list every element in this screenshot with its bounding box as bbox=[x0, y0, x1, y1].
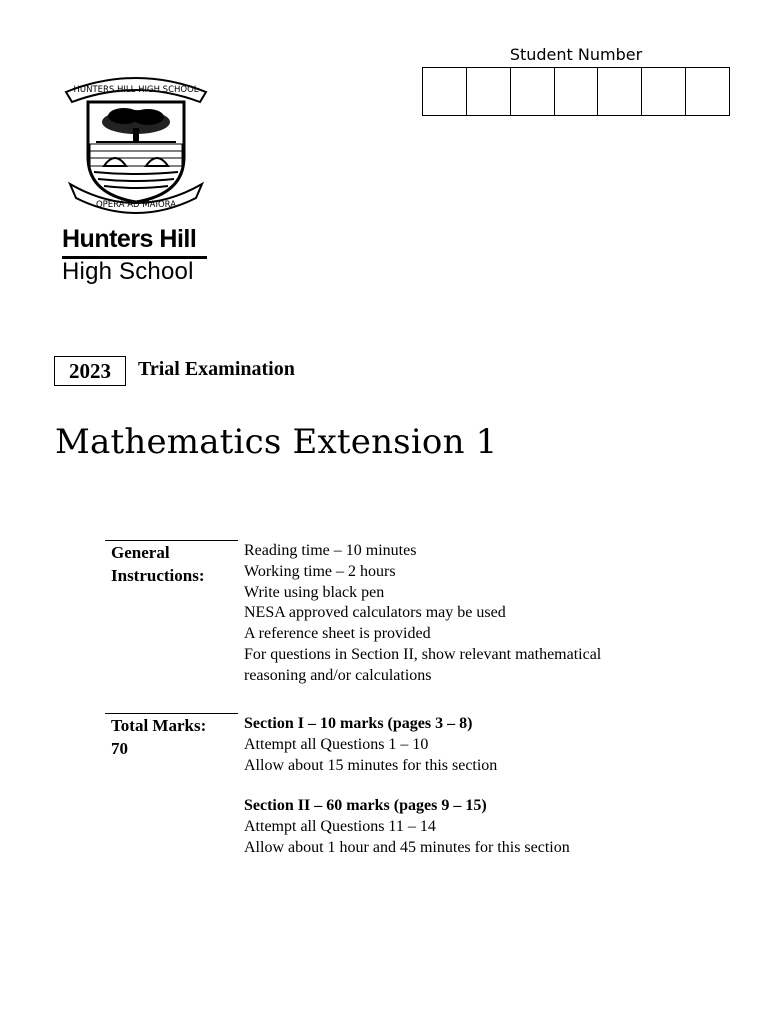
crest-motto-bottom: OPERA AD MAIORA bbox=[95, 200, 177, 210]
section-2-line: Attempt all Questions 11 – 14 bbox=[244, 818, 436, 836]
total-marks-value: 70 bbox=[111, 739, 128, 758]
instruction-item: Reading time – 10 minutes bbox=[244, 542, 417, 559]
instruction-item: reasoning and/or calculations bbox=[244, 666, 432, 684]
section-2-heading: Section II – 60 marks (pages 9 – 15) bbox=[244, 797, 487, 815]
total-marks-label-text: Total Marks: bbox=[111, 716, 207, 735]
instruction-item: For questions in Section II, show relevant mathematical bbox=[244, 645, 602, 663]
instruction-item: A reference sheet is provided bbox=[244, 625, 431, 643]
school-crest-logo bbox=[60, 72, 212, 217]
student-number-digit-box[interactable] bbox=[510, 68, 554, 115]
student-number-digit-box[interactable] bbox=[554, 68, 598, 115]
section-1-line: Allow about 15 minutes for this section bbox=[244, 756, 498, 774]
instruction-item: NESA approved calculators may be used bbox=[244, 604, 506, 622]
student-number-label: Student Number bbox=[509, 45, 643, 64]
student-number-digit-box[interactable] bbox=[466, 68, 510, 115]
section-2-line: Allow about 1 hour and 45 minutes for this section bbox=[244, 838, 570, 856]
student-number-digit-box[interactable] bbox=[423, 68, 466, 115]
total-marks-label bbox=[105, 713, 238, 760]
general-instructions-label bbox=[105, 540, 238, 587]
school-name-line1: Hunters Hill bbox=[62, 225, 197, 253]
instruction-item: Write using black pen bbox=[244, 583, 385, 601]
student-number-digit-box[interactable] bbox=[597, 68, 641, 115]
sections-list bbox=[244, 714, 744, 859]
exam-type: Trial Examination bbox=[138, 358, 295, 380]
general-instructions-label-line2: Instructions: bbox=[111, 566, 205, 585]
section-1-heading: Section I – 10 marks (pages 3 – 8) bbox=[244, 715, 473, 732]
exam-subject-title: Mathematics Extension 1 bbox=[55, 422, 498, 462]
general-instructions-label-line1: General bbox=[111, 543, 170, 562]
student-number-boxes bbox=[422, 67, 730, 116]
student-number-digit-box[interactable] bbox=[685, 68, 729, 115]
crest-motto-top: HUNTERS HILL HIGH SCHOOL bbox=[73, 85, 199, 95]
student-number-digit-box[interactable] bbox=[641, 68, 685, 115]
school-name-line2: High School bbox=[62, 258, 194, 285]
instruction-item: Working time – 2 hours bbox=[244, 562, 396, 580]
exam-year: 2023 bbox=[54, 356, 126, 386]
general-instructions-list bbox=[244, 541, 744, 687]
section-1-line: Attempt all Questions 1 – 10 bbox=[244, 735, 429, 753]
